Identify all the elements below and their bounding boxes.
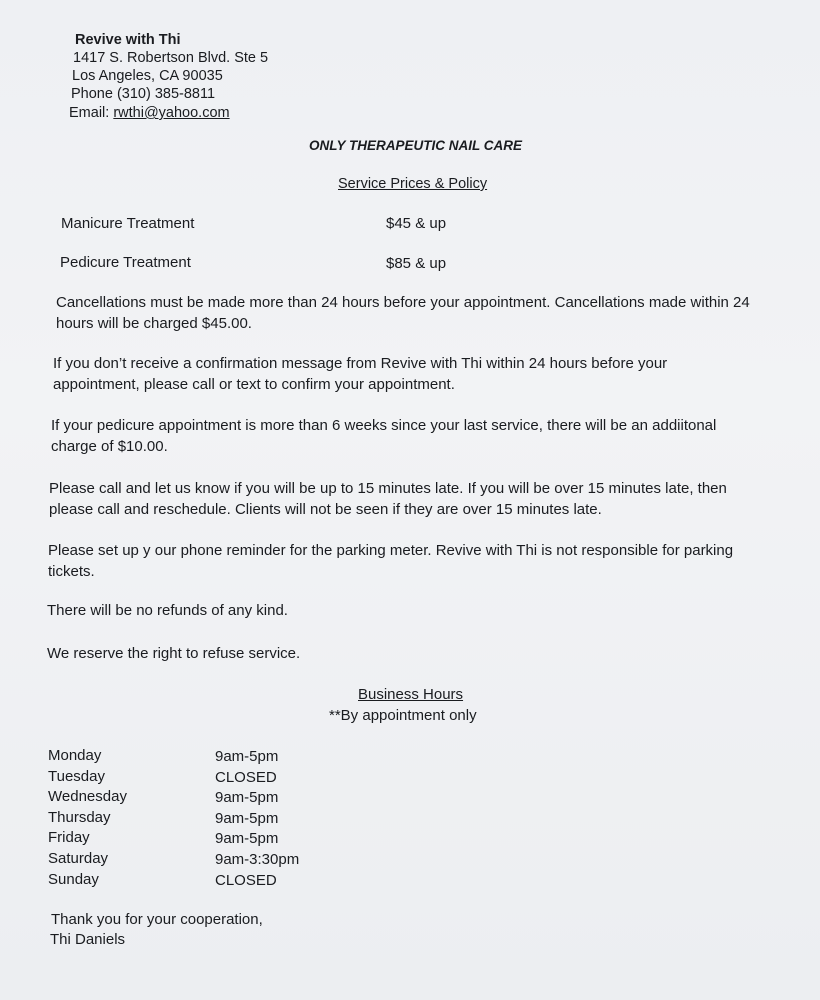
email-link[interactable]: rwthi@yahoo.com: [113, 105, 230, 121]
service-price: $45 & up: [386, 215, 447, 232]
hours-time: CLOSED: [215, 768, 277, 786]
hours-time: 9am-5pm: [215, 809, 279, 827]
hours-day: Sunday: [48, 870, 99, 888]
hours-day: Tuesday: [48, 767, 105, 785]
hours-day: Wednesday: [48, 788, 127, 806]
policy-parking: Please set up y our phone reminder for the parking meter. Revive with Thi is not responsible for parking tickets.: [48, 542, 734, 580]
email-line: [69, 104, 230, 123]
closing-line: Thank you for your cooperation,: [51, 911, 263, 928]
hours-time: 9am-5pm: [215, 748, 279, 765]
hours-time: 9am-5pm: [215, 789, 279, 807]
service-name: Manicure Treatment: [61, 215, 195, 232]
service-name: Pedicure Treatment: [60, 254, 191, 271]
hours-day: Saturday: [48, 849, 109, 867]
hours-day: Thursday: [48, 808, 111, 826]
hours-days: [48, 746, 127, 890]
address-line-1: 1417 S. Robertson Blvd. Ste 5: [73, 50, 269, 66]
hours-day: Monday: [48, 747, 102, 764]
hours-time: 9am-5pm: [215, 830, 279, 848]
address-line-2: Los Angeles, CA 90035: [72, 68, 223, 84]
hours-time: CLOSED: [215, 871, 277, 889]
policy-pedicure-charge: If your pedicure appointment is more than 6 weeks since your last service, there will be an addiitonal charge of $10.00.: [51, 417, 717, 455]
policy-late-arrival: Please call and let us know if you will be up to 15 minutes late. If you will be over 15 minutes late, then please call and reschedule. Clients will not be seen if they are over 15 minutes late.: [49, 480, 727, 518]
prices-heading: Service Prices & Policy: [338, 176, 488, 192]
policy-cancellation: Cancellations must be made more than 24 hours before your appointment. Cancellations made within 24 hours will be charged $45.00.: [56, 294, 750, 332]
signature: Thi Daniels: [50, 931, 126, 948]
policy-refunds: There will be no refunds of any kind.: [47, 602, 288, 619]
hours-heading: Business Hours: [358, 686, 464, 703]
email-label: Email:: [69, 105, 110, 121]
service-price: $85 & up: [386, 255, 447, 272]
tagline: ONLY THERAPEUTIC NAIL CARE: [309, 138, 523, 153]
hours-note: **By appointment only: [329, 707, 477, 724]
hours-day: Friday: [48, 829, 90, 847]
hours-times: [215, 747, 299, 891]
business-name: Revive with Thi: [75, 32, 181, 48]
phone-line: Phone (310) 385-8811: [71, 86, 216, 102]
hours-time: 9am-3:30pm: [215, 850, 300, 868]
policy-refuse-service: We reserve the right to refuse service.: [47, 645, 301, 662]
policy-confirmation: If you don’t receive a confirmation message from Revive with Thi within 24 hours before your appointment, please call or text to confirm your appointment.: [53, 355, 668, 393]
